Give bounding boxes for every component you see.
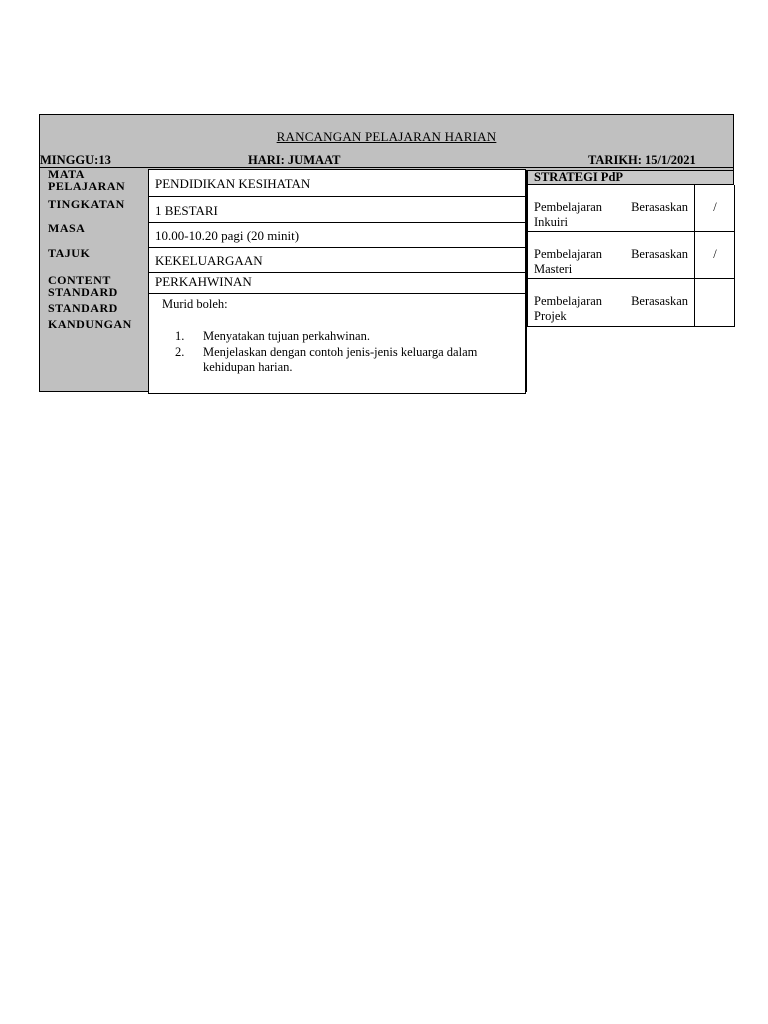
label-tingkatan: TINGKATAN	[48, 197, 125, 211]
label-kandungan: KANDUNGAN	[48, 317, 132, 331]
value-masa: 10.00-10.20 pagi (20 minit)	[155, 228, 300, 243]
value-tingkatan: 1 BESTARI	[155, 203, 218, 218]
strategy-type: Projek	[534, 309, 567, 323]
strategy-row	[528, 185, 734, 232]
label-standard: STANDARD	[48, 301, 118, 315]
strategy-check-mark	[694, 279, 735, 326]
day-label: HARI: JUMAAT	[248, 153, 341, 167]
list-item-text: Menjelaskan dengan contoh jenis-jenis keluarga dalam kehidupan harian.	[203, 345, 478, 374]
strategy-check-mark: /	[694, 185, 735, 231]
content-divider	[149, 293, 525, 294]
strategy-word: Pembelajaran	[534, 294, 603, 308]
label-tajuk: TAJUK	[48, 246, 91, 260]
label-masa: MASA	[48, 221, 86, 235]
strategy-word: Berasaskan	[631, 247, 688, 261]
strategy-check-mark: /	[694, 232, 735, 278]
content-standard-cell	[149, 273, 525, 393]
murid-boleh-text: Murid boleh:	[162, 297, 228, 311]
objectives-list	[175, 329, 515, 376]
strategy-word: Pembelajaran	[534, 247, 603, 261]
label-mata: MATA	[48, 167, 85, 181]
strategy-row	[528, 232, 734, 279]
list-item-number: 1.	[175, 329, 185, 343]
document-title: RANCANGAN PELAJARAN HARIAN	[276, 129, 497, 144]
strategy-grid	[527, 185, 735, 327]
list-item-number: 2.	[175, 345, 185, 359]
main-table	[148, 169, 526, 394]
row-mata-pelajaran	[149, 170, 525, 197]
label-content: CONTENT	[48, 273, 111, 287]
value-mata-pelajaran: PENDIDIKAN KESIHATAN	[155, 176, 311, 191]
list-item	[175, 329, 515, 344]
row-tingkatan	[149, 197, 525, 223]
value-tajuk: KEKELUARGAAN	[155, 253, 263, 268]
row-masa	[149, 223, 525, 248]
strategy-name	[534, 200, 688, 230]
lesson-plan-sheet	[39, 114, 734, 392]
strategy-row	[528, 279, 734, 326]
strategy-type: Inkuiri	[534, 215, 569, 229]
strategy-name	[534, 294, 688, 324]
strategy-word: Pembelajaran	[534, 200, 603, 214]
week-label: MINGGU:13	[40, 153, 111, 167]
date-label: TARIKH: 15/1/2021	[588, 153, 696, 167]
strategy-name	[534, 247, 688, 277]
label-pelajaran: PELAJARAN	[48, 179, 126, 193]
header-divider	[40, 167, 733, 168]
row-tajuk	[149, 248, 525, 273]
value-content-standard: PERKAHWINAN	[155, 274, 252, 289]
strategy-word: Berasaskan	[631, 200, 688, 214]
list-item-text: Menyatakan tujuan perkahwinan.	[203, 329, 370, 343]
list-item	[175, 345, 515, 375]
strategy-heading: STRATEGI PdP	[527, 170, 734, 185]
label-content-standard: STANDARD	[48, 285, 118, 299]
strategy-word: Berasaskan	[631, 294, 688, 308]
strategy-table	[526, 170, 735, 392]
strategy-type: Masteri	[534, 262, 573, 276]
